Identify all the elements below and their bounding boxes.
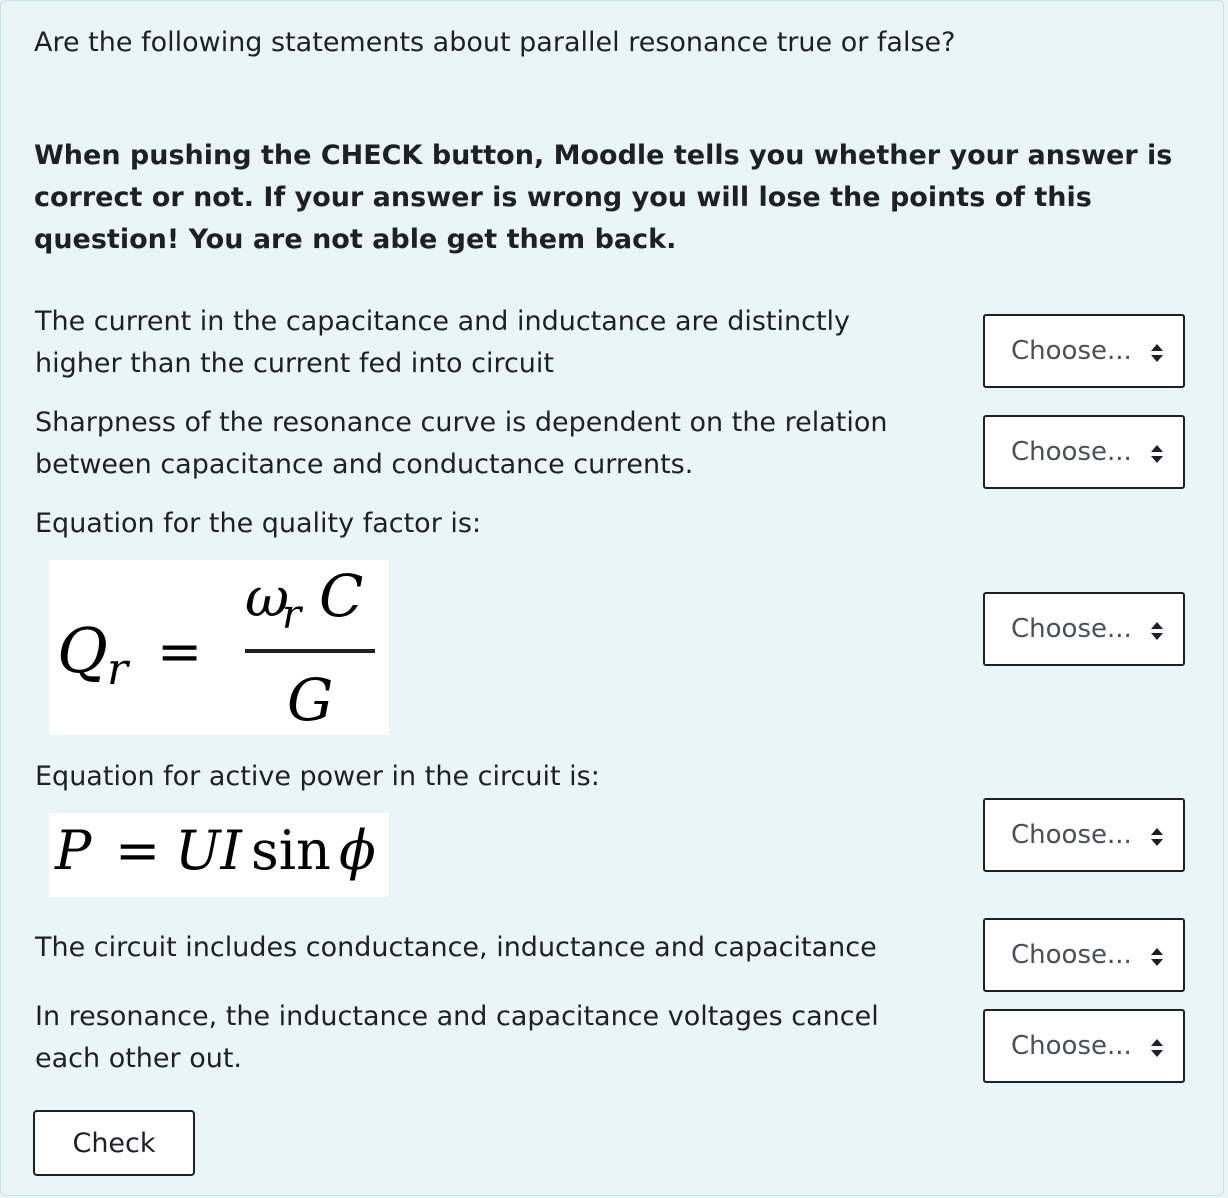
statement-6-text: In resonance, the inductance and capacitance voltages cancel each other out. <box>35 1001 879 1074</box>
eq-phi: ϕ <box>339 819 376 882</box>
statement-5-text: The circuit includes conductance, inductance and capacitance <box>35 932 877 963</box>
eq-g: G <box>287 666 334 734</box>
statement-3-select[interactable] <box>983 592 1185 666</box>
fraction-bar <box>245 649 375 653</box>
select-value: Choose... <box>1011 1031 1132 1061</box>
active-power-equation <box>49 813 389 897</box>
statement-4-text: Equation for active power in the circuit is: <box>35 761 600 792</box>
statement-1-text: The current in the capacitance and inductance are distinctly higher than the current fed into circuit <box>35 306 851 379</box>
warning-text: When pushing the CHECK button, Moodle tells you whether your answer is correct or not. If your answer is wrong you will lose the points of this question! You are not able get them back. <box>34 140 1173 255</box>
eq-equals: = <box>115 819 161 882</box>
check-button[interactable]: Check <box>33 1110 195 1176</box>
select-arrows-icon <box>1151 622 1163 640</box>
statement-4-select[interactable] <box>983 798 1185 872</box>
quality-factor-equation <box>49 560 389 735</box>
select-arrows-icon <box>1151 1039 1163 1057</box>
eq-c: C <box>319 562 364 630</box>
select-arrows-icon <box>1151 948 1163 966</box>
eq-ui: UI <box>175 819 242 882</box>
eq-q-subscript: r <box>107 644 129 695</box>
select-value: Choose... <box>1011 940 1132 970</box>
select-value: Choose... <box>1011 820 1132 850</box>
statement-2-text: Sharpness of the resonance curve is dependent on the relation between capacitance and conductance currents. <box>35 407 888 480</box>
select-value: Choose... <box>1011 336 1132 366</box>
select-arrows-icon <box>1151 828 1163 846</box>
statement-3-text: Equation for the quality factor is: <box>35 508 482 539</box>
select-value: Choose... <box>1011 437 1132 467</box>
select-arrows-icon <box>1151 344 1163 362</box>
eq-omega-subscript: r <box>282 592 302 638</box>
eq-equals: = <box>157 620 203 683</box>
statement-2-select[interactable] <box>983 415 1185 489</box>
select-arrows-icon <box>1151 445 1163 463</box>
question-prompt: Are the following statements about parallel resonance true or false? <box>34 27 956 58</box>
statement-1-select[interactable] <box>983 314 1185 388</box>
eq-sin: sin <box>251 819 331 882</box>
eq-omega: ω <box>245 566 290 629</box>
eq-q-symbol: Q <box>57 614 108 687</box>
statement-6-select[interactable] <box>983 1009 1185 1083</box>
select-value: Choose... <box>1011 614 1132 644</box>
eq-p: P <box>55 819 92 882</box>
statement-5-select[interactable] <box>983 918 1185 992</box>
